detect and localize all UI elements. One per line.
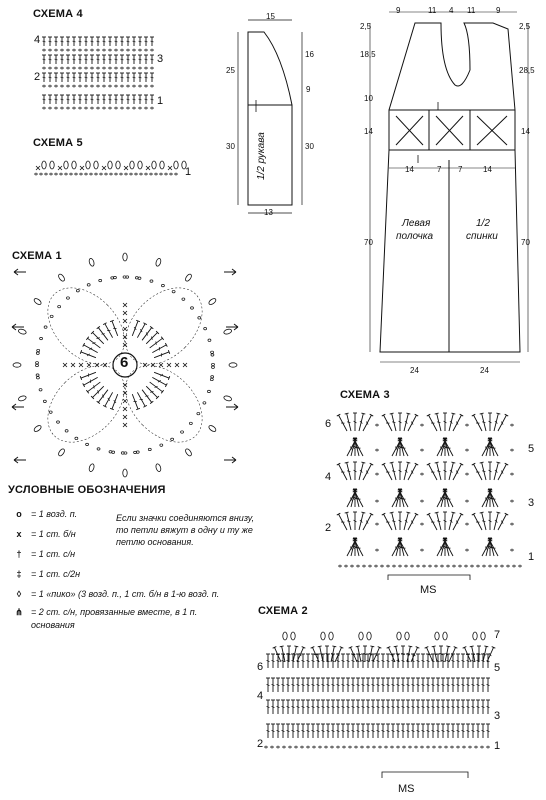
picot-mark: [397, 632, 401, 640]
double-crochet-mark: [326, 700, 330, 714]
legend-title: УСЛОВНЫЕ ОБОЗНАЧЕНИЯ: [8, 484, 166, 496]
legend-item-dc2tog-cont: [31, 620, 75, 630]
schema3-title: СХЕМА 3: [340, 389, 390, 401]
chain-stitch-mark: [487, 746, 489, 748]
picot-mark: [405, 632, 409, 640]
schema3-row-5: 5: [528, 443, 535, 455]
schema2-row-1: 1: [494, 740, 501, 752]
double-crochet-mark: [296, 678, 300, 692]
double-crochet-mark: [271, 654, 275, 668]
double-crochet-mark: [471, 724, 475, 738]
double-crochet-mark: [386, 678, 390, 692]
double-crochet-mark: [371, 678, 375, 692]
double-crochet-mark: [446, 678, 450, 692]
garment-dim-waist-2: 7: [437, 165, 442, 174]
double-crochet-mark: [316, 700, 320, 714]
schema5-row-1: 1: [185, 166, 192, 178]
double-crochet-mark: [381, 678, 385, 692]
double-crochet-mark: [376, 700, 380, 714]
picot-mark: [321, 632, 325, 640]
double-crochet-mark: [401, 700, 405, 714]
double-crochet-mark: [376, 654, 380, 668]
schema4-row-1: 1: [157, 95, 164, 107]
double-crochet-mark: [321, 678, 325, 692]
double-crochet-mark: [316, 678, 320, 692]
single-crochet-icon: x: [16, 529, 22, 539]
double-crochet-mark: [391, 678, 395, 692]
picot-mark: [291, 632, 295, 640]
double-crochet-mark: [286, 724, 290, 738]
double-crochet-mark: [356, 724, 360, 738]
chain-stitch-mark: [379, 746, 381, 748]
chain-stitch-mark: [469, 746, 471, 748]
chain-stitch-mark: [265, 746, 267, 748]
garment-dim-right-3: 14: [521, 127, 530, 136]
back-label-1: 1/2: [476, 218, 490, 229]
legend-text: = 1 ст. с/н: [31, 549, 76, 559]
double-crochet-mark: [296, 724, 300, 738]
chain-stitch-mark: [397, 746, 399, 748]
double-crochet-mark: [321, 700, 325, 714]
double-crochet-mark: [441, 654, 445, 668]
garment-dim-top-4: 11: [467, 6, 476, 15]
picot-mark: [481, 632, 485, 640]
sleeve-dim-bottom: 13: [264, 208, 273, 217]
double-crochet-mark: [451, 678, 455, 692]
treble-crochet-icon: ‡: [16, 569, 22, 579]
double-crochet-mark: [466, 724, 470, 738]
chain-stitch-mark: [277, 746, 279, 748]
chain-stitch-mark: [481, 746, 483, 748]
double-crochet-mark: [301, 700, 305, 714]
garment-dim-waist-4: 14: [483, 165, 492, 174]
picot-icon: ◊: [16, 589, 22, 599]
double-crochet-mark: [266, 724, 270, 738]
double-crochet-mark: [391, 724, 395, 738]
sleeve-dim-top: 15: [266, 12, 275, 21]
schema2-row-2: 2: [257, 738, 264, 750]
double-crochet-mark: [421, 654, 425, 668]
schema3-row-1: 1: [528, 551, 535, 563]
double-crochet-mark: [281, 678, 285, 692]
legend-item-dc: [12, 549, 75, 559]
double-crochet-mark: [371, 724, 375, 738]
legend-text: = 1 ст. с/2н: [31, 569, 81, 579]
double-crochet-mark: [326, 724, 330, 738]
double-crochet-mark: [481, 724, 485, 738]
double-crochet-mark: [406, 724, 410, 738]
double-crochet-mark: [336, 724, 340, 738]
chain-stitch-mark: [355, 746, 357, 748]
double-crochet-mark: [311, 700, 315, 714]
double-crochet-mark: [461, 700, 465, 714]
double-crochet-mark: [486, 700, 490, 714]
double-crochet-mark: [411, 700, 415, 714]
chain-stitch-mark: [301, 746, 303, 748]
schema5-title: СХЕМА 5: [33, 137, 83, 149]
garment-dim-top-3: 4: [449, 6, 454, 15]
sleeve-dim-cap-left: 25: [226, 66, 235, 75]
schema2-repeat-bracket: [382, 772, 468, 778]
schema2-repeat-label: MS: [398, 783, 415, 795]
double-crochet-mark: [271, 678, 275, 692]
double-crochet-mark: [291, 678, 295, 692]
double-crochet-mark: [281, 724, 285, 738]
sleeve-dim-body-left: 30: [226, 142, 235, 151]
schema2-title: СХЕМА 2: [258, 605, 308, 617]
schema1-center-number: 6: [120, 354, 129, 371]
chain-stitch-mark: [337, 746, 339, 748]
double-crochet-mark: [266, 700, 270, 714]
double-crochet-mark: [436, 678, 440, 692]
double-crochet-mark: [421, 724, 425, 738]
double-crochet-mark: [336, 678, 340, 692]
chain-stitch-mark: [439, 746, 441, 748]
chain-stitch-mark: [283, 746, 285, 748]
double-crochet-mark: [441, 724, 445, 738]
double-crochet-mark: [436, 700, 440, 714]
chain-stitch-mark: [427, 746, 429, 748]
double-crochet-mark: [461, 654, 465, 668]
double-crochet-mark: [386, 700, 390, 714]
chain-stitch-mark: [451, 746, 453, 748]
picot-mark: [283, 632, 287, 640]
picot-mark: [359, 632, 363, 640]
double-crochet-mark: [306, 678, 310, 692]
double-crochet-mark: [351, 724, 355, 738]
picot-mark: [443, 632, 447, 640]
garment-dim-waist-3: 7: [458, 165, 463, 174]
chain-stitch-mark: [367, 746, 369, 748]
double-crochet-mark: [331, 678, 335, 692]
double-crochet-mark: [341, 678, 345, 692]
schema2-row-7: 7: [494, 629, 501, 641]
double-crochet-mark: [341, 700, 345, 714]
schema4-row-2: 2: [34, 71, 41, 83]
chain-stitch-mark: [373, 746, 375, 748]
double-crochet-mark: [456, 678, 460, 692]
chain-stitch-mark: [289, 746, 291, 748]
double-crochet-mark: [316, 724, 320, 738]
double-crochet-mark: [431, 678, 435, 692]
front-label-2: полочка: [396, 231, 434, 242]
double-crochet-mark: [306, 700, 310, 714]
schema3-row-3: 3: [528, 497, 535, 509]
double-crochet-mark: [396, 700, 400, 714]
double-crochet-mark: [361, 654, 365, 668]
double-crochet-mark: [266, 678, 270, 692]
garment-dim-left-4: 14: [364, 127, 373, 136]
schema2-row-3: 3: [494, 710, 501, 722]
double-crochet-mark: [266, 654, 270, 668]
chain-stitch-mark: [295, 746, 297, 748]
picot-mark: [435, 632, 439, 640]
chain-stitch-mark: [307, 746, 309, 748]
double-crochet-mark: [281, 700, 285, 714]
chain-stitch-mark: [331, 746, 333, 748]
chain-stitch-mark: [403, 746, 405, 748]
legend-text: = 2 ст. с/н, провязанные вместе, в 1 п.: [31, 607, 198, 617]
double-crochet-mark: [396, 724, 400, 738]
double-crochet-mark: [461, 678, 465, 692]
double-crochet-mark: [411, 724, 415, 738]
legend-text: = 1 возд. п.: [31, 509, 78, 519]
double-crochet-mark: [426, 654, 430, 668]
schema4-row-3: 3: [157, 53, 164, 65]
double-crochet-mark: [361, 700, 365, 714]
double-crochet-mark: [446, 724, 450, 738]
double-crochet-mark: [306, 654, 310, 668]
double-crochet-mark: [446, 700, 450, 714]
double-crochet-mark: [306, 724, 310, 738]
double-crochet-mark: [436, 724, 440, 738]
double-crochet-mark: [346, 654, 350, 668]
double-crochet-mark: [311, 678, 315, 692]
double-crochet-mark: [366, 724, 370, 738]
double-crochet-mark: [391, 700, 395, 714]
chain-stitch-mark: [445, 746, 447, 748]
double-crochet-mark: [386, 724, 390, 738]
schema4-row-4: 4: [34, 34, 41, 46]
chain-stitch-mark: [391, 746, 393, 748]
picot-mark: [367, 632, 371, 640]
double-crochet-mark: [301, 654, 305, 668]
schema2-row-6: 6: [257, 661, 264, 673]
double-crochet-icon: †: [16, 549, 22, 559]
picot-mark: [473, 632, 477, 640]
double-crochet-mark: [276, 700, 280, 714]
double-crochet-mark: [471, 678, 475, 692]
double-crochet-mark: [341, 654, 345, 668]
schema4-title: СХЕМА 4: [33, 8, 83, 20]
double-crochet-mark: [481, 700, 485, 714]
dc2tog-icon: ⋔: [15, 607, 23, 617]
chain-stitch-mark: [457, 746, 459, 748]
double-crochet-mark: [411, 678, 415, 692]
schema1-title: СХЕМА 1: [12, 250, 62, 262]
double-crochet-mark: [341, 724, 345, 738]
double-crochet-mark: [431, 700, 435, 714]
double-crochet-mark: [486, 678, 490, 692]
double-crochet-mark: [346, 700, 350, 714]
legend-item-picot: [12, 589, 219, 599]
legend-item-dc2tog: [12, 607, 197, 618]
double-crochet-mark: [386, 654, 390, 668]
garment-dim-left-5: 70: [364, 238, 373, 247]
double-crochet-mark: [346, 678, 350, 692]
double-crochet-mark: [406, 678, 410, 692]
double-crochet-mark: [331, 724, 335, 738]
double-crochet-mark: [466, 678, 470, 692]
chain-stitch-mark: [319, 746, 321, 748]
double-crochet-mark: [311, 724, 315, 738]
double-crochet-mark: [451, 700, 455, 714]
double-crochet-mark: [366, 678, 370, 692]
double-crochet-mark: [351, 700, 355, 714]
legend-item-sc: [12, 529, 76, 539]
chain-stitch-mark: [325, 746, 327, 748]
double-crochet-mark: [471, 700, 475, 714]
double-crochet-mark: [456, 724, 460, 738]
chain-stitch-mark: [409, 746, 411, 748]
legend-item-tr: [12, 569, 80, 579]
double-crochet-mark: [381, 654, 385, 668]
double-crochet-mark: [346, 724, 350, 738]
double-crochet-mark: [381, 724, 385, 738]
chain-stitch-mark: [313, 746, 315, 748]
chain-stitch-mark: [421, 746, 423, 748]
double-crochet-mark: [356, 700, 360, 714]
schema3-row-6: 6: [325, 418, 332, 430]
garment-dim-bottom-2: 24: [480, 366, 489, 375]
garment-dim-waist-1: 14: [405, 165, 414, 174]
double-crochet-mark: [326, 678, 330, 692]
garment-dim-left-3: 10: [364, 94, 373, 103]
sleeve-dim-body-right: 30: [305, 142, 314, 151]
schema2-row-4: 4: [257, 690, 264, 702]
double-crochet-mark: [456, 700, 460, 714]
double-crochet-mark: [366, 700, 370, 714]
double-crochet-mark: [371, 700, 375, 714]
double-crochet-mark: [291, 700, 295, 714]
garment-dim-top-2: 11: [428, 6, 437, 15]
double-crochet-mark: [396, 678, 400, 692]
double-crochet-mark: [311, 654, 315, 668]
garment-dim-top-5: 9: [496, 6, 501, 15]
double-crochet-mark: [361, 724, 365, 738]
legend-text: основания: [31, 620, 75, 630]
double-crochet-mark: [481, 678, 485, 692]
double-crochet-mark: [356, 678, 360, 692]
double-crochet-mark: [426, 700, 430, 714]
double-crochet-mark: [401, 724, 405, 738]
double-crochet-mark: [286, 700, 290, 714]
double-crochet-mark: [331, 700, 335, 714]
double-crochet-mark: [441, 700, 445, 714]
garment-dim-left-2: 18,5: [360, 50, 376, 59]
double-crochet-mark: [486, 724, 490, 738]
garment-dim-right-1: 2,5: [519, 22, 531, 31]
double-crochet-mark: [421, 678, 425, 692]
double-crochet-mark: [441, 678, 445, 692]
double-crochet-mark: [286, 678, 290, 692]
garment-dim-right-4: 70: [521, 238, 530, 247]
garment-dim-top-1: 9: [396, 6, 401, 15]
garment-dim-right-2: 28,5: [519, 66, 535, 75]
double-crochet-mark: [476, 678, 480, 692]
double-crochet-mark: [376, 724, 380, 738]
schema3-row-4: 4: [325, 471, 332, 483]
double-crochet-mark: [461, 724, 465, 738]
double-crochet-mark: [416, 678, 420, 692]
schema3-repeat-label: MS: [420, 584, 437, 596]
double-crochet-mark: [421, 700, 425, 714]
double-crochet-mark: [451, 724, 455, 738]
sleeve-label: 1/2 рукава: [256, 132, 267, 180]
double-crochet-mark: [416, 654, 420, 668]
double-crochet-mark: [351, 678, 355, 692]
chain-stitch-mark: [463, 746, 465, 748]
chain-stitch-mark: [361, 746, 363, 748]
schema3-row-2: 2: [325, 522, 332, 534]
garment-dim-bottom-1: 24: [410, 366, 419, 375]
double-crochet-mark: [296, 700, 300, 714]
double-crochet-mark: [431, 724, 435, 738]
chain-stitch-icon: o: [16, 509, 22, 519]
double-crochet-mark: [426, 724, 430, 738]
double-crochet-mark: [381, 700, 385, 714]
schema2-row-5: 5: [494, 662, 501, 674]
double-crochet-mark: [456, 654, 460, 668]
sleeve-dim-cap-right: 16: [305, 50, 314, 59]
legend-note: Если значки соединяются внизу, то петли вяжут в одну и ту же петлю основания.: [116, 513, 255, 547]
picot-mark: [329, 632, 333, 640]
chain-stitch-mark: [433, 746, 435, 748]
double-crochet-mark: [301, 724, 305, 738]
double-crochet-mark: [291, 724, 295, 738]
double-crochet-mark: [276, 678, 280, 692]
chain-stitch-mark: [343, 746, 345, 748]
chain-stitch-mark: [415, 746, 417, 748]
double-crochet-mark: [406, 700, 410, 714]
double-crochet-mark: [321, 724, 325, 738]
double-crochet-mark: [336, 700, 340, 714]
legend-text: = 1 ст. б/н: [31, 529, 76, 539]
chain-stitch-mark: [475, 746, 477, 748]
double-crochet-mark: [476, 700, 480, 714]
double-crochet-mark: [426, 678, 430, 692]
double-crochet-mark: [361, 678, 365, 692]
double-crochet-mark: [301, 678, 305, 692]
double-crochet-mark: [416, 700, 420, 714]
double-crochet-mark: [271, 700, 275, 714]
double-crochet-mark: [466, 700, 470, 714]
legend-text: = 1 «пико» (3 возд. п., 1 ст. б/н в 1-ю возд. п.: [31, 589, 220, 599]
chain-stitch-mark: [385, 746, 387, 748]
double-crochet-mark: [271, 724, 275, 738]
front-label-1: Левая: [402, 218, 431, 229]
chain-stitch-mark: [271, 746, 273, 748]
chain-stitch-mark: [349, 746, 351, 748]
double-crochet-mark: [401, 678, 405, 692]
double-crochet-mark: [376, 678, 380, 692]
back-label-2: спинки: [466, 231, 498, 242]
sleeve-dim-lower-right: 9: [306, 85, 311, 94]
double-crochet-mark: [276, 724, 280, 738]
garment-dim-left-1: 2,5: [360, 22, 372, 31]
double-crochet-mark: [476, 724, 480, 738]
legend-item-chain: [12, 509, 77, 519]
double-crochet-mark: [416, 724, 420, 738]
